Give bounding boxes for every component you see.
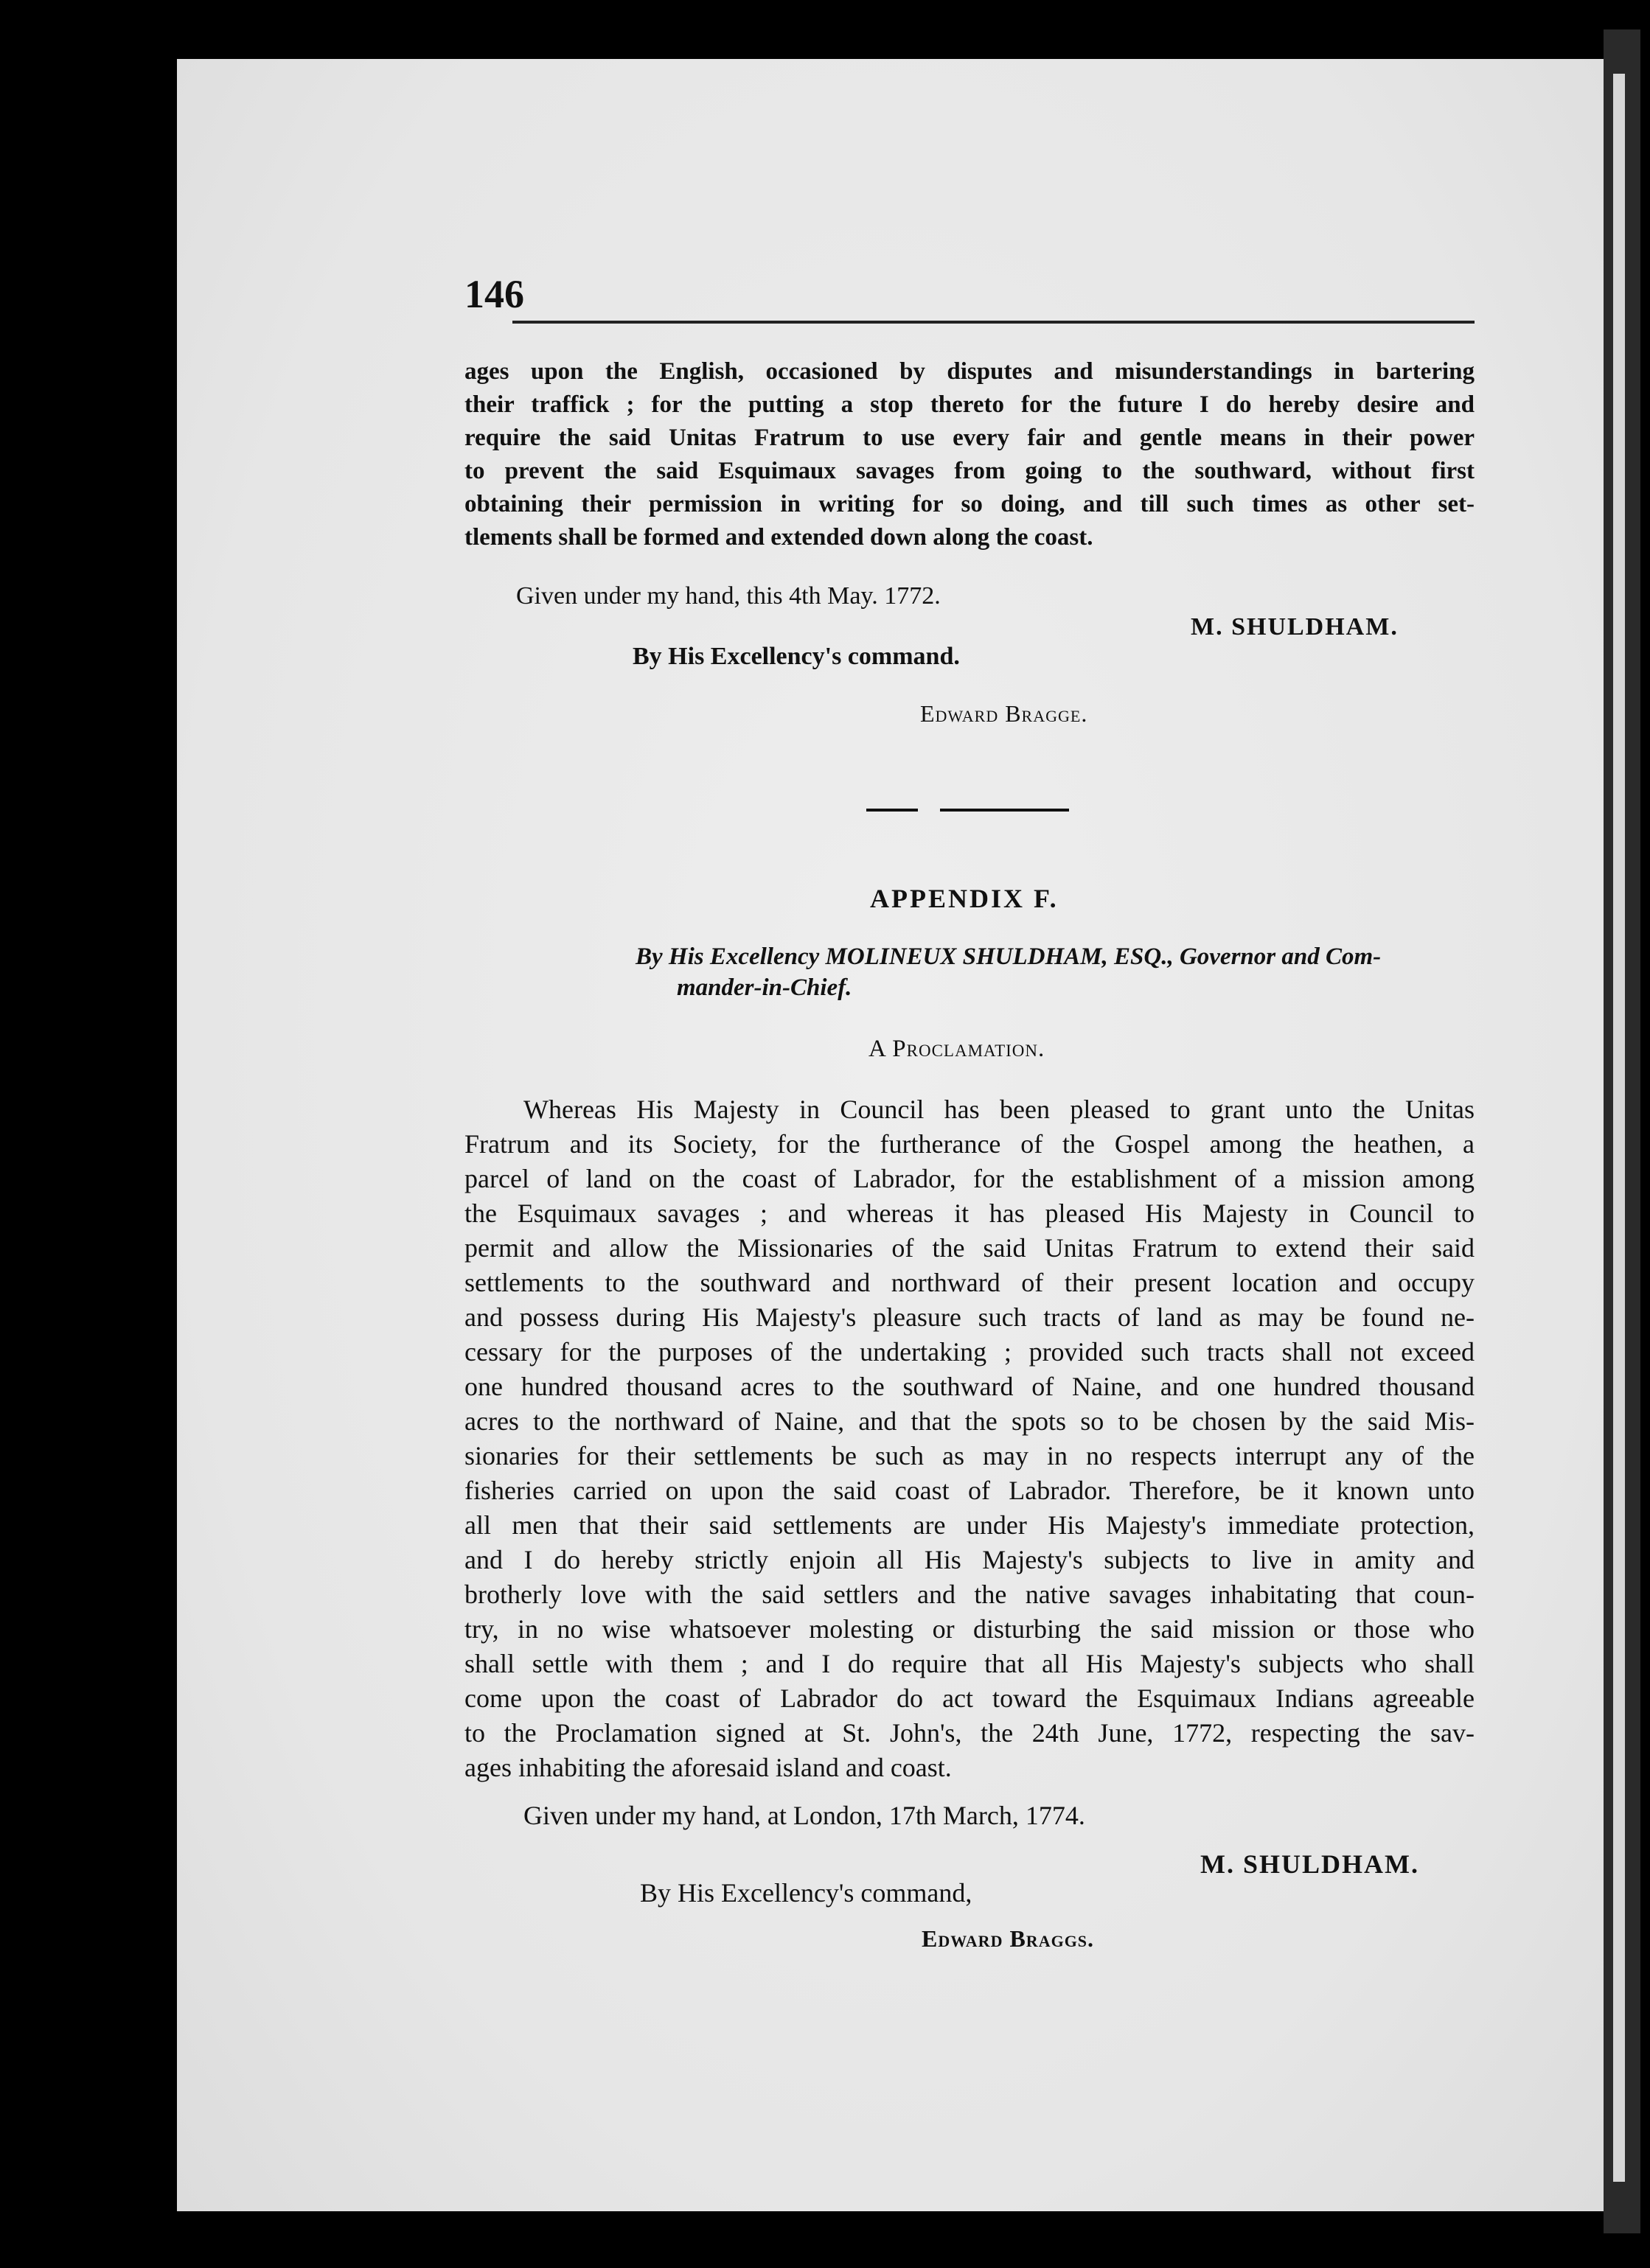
text-line: and I do hereby strictly enjoin all His Majesty's subjects to live in amity and	[464, 1545, 1475, 1574]
first-command-line: By His Excellency's command.	[633, 643, 960, 670]
text-line: parcel of land on the coast of Labrador, for the establishment of a mission among	[464, 1164, 1475, 1193]
text-line: ages upon the English, occasioned by disputes and misunderstandings in bartering	[464, 358, 1475, 385]
first-given-line: Given under my hand, this 4th May. 1772.	[516, 582, 941, 610]
second-given-line: Given under my hand, at London, 17th March, 1774.	[523, 1801, 1085, 1830]
appendix-title: APPENDIX F.	[870, 884, 1059, 913]
text-line: Fratrum and its Society, for the furtherance of the Gospel among the heathen, a	[464, 1129, 1475, 1159]
text-line: ages inhabiting the aforesaid island and coast.	[464, 1753, 952, 1782]
text-line: the Esquimaux savages ; and whereas it has pleased His Majesty in Council to	[464, 1198, 1475, 1228]
text-line: come upon the coast of Labrador do act toward the Esquimaux Indians agreeable	[464, 1683, 1475, 1713]
appendix-byline-continued: mander-in-Chief.	[677, 974, 852, 1001]
proclamation-paragraph	[464, 1092, 1475, 1785]
second-command-line: By His Excellency's command,	[640, 1878, 972, 1908]
text-line: fisheries carried on upon the said coast of Labrador. Therefore, be it known unto	[464, 1476, 1475, 1505]
text-line: require the said Unitas Fratrum to use every fair and gentle means in their power	[464, 425, 1475, 451]
text-line: obtaining their permission in writing for so doing, and till such times as other set-	[464, 491, 1475, 517]
text-line: their traffick ; for the putting a stop thereto for the future I do hereby desire and	[464, 391, 1475, 418]
text-line: tlements shall be formed and extended down along the coast.	[464, 524, 1093, 551]
text-line: settlements to the southward and northward of their present location and occupy	[464, 1268, 1475, 1297]
text-line: brotherly love with the said settlers and the native savages inhabitating that coun-	[464, 1580, 1475, 1609]
top-paragraph	[464, 355, 1475, 554]
page-number: 146	[464, 272, 524, 316]
appendix-byline: By His Excellency MOLINEUX SHULDHAM, ESQ., Governor and Com-	[636, 943, 1382, 970]
second-secretary: Edward Braggs.	[922, 1925, 1095, 1952]
text-line: to the Proclamation signed at St. John's, the 24th June, 1772, respecting the sav-	[464, 1718, 1475, 1748]
text-line: try, in no wise whatsoever molesting or disturbing the said mission or those who	[464, 1614, 1475, 1644]
first-secretary: Edward Bragge.	[920, 700, 1088, 727]
text-line: permit and allow the Missionaries of the said Unitas Fratrum to extend their said	[464, 1233, 1475, 1263]
text-line: to prevent the said Esquimaux savages from going to the southward, without first	[464, 458, 1475, 484]
text-line: all men that their said settlements are under His Majesty's immediate protection,	[464, 1510, 1475, 1540]
text-line: acres to the northward of Naine, and that the spots so to be chosen by the said Mis-	[464, 1406, 1475, 1436]
text-line: cessary for the purposes of the undertaking ; provided such tracts shall not exceed	[464, 1337, 1475, 1367]
text-line: shall settle with them ; and I do require that all His Majesty's subjects who shall	[464, 1649, 1475, 1678]
text-line: and possess during His Majesty's pleasure such tracts of land as may be found ne-	[464, 1302, 1475, 1332]
text-line: Whereas His Majesty in Council has been pleased to grant unto the Unitas	[523, 1095, 1475, 1124]
text-line: one hundred thousand acres to the southward of Naine, and one hundred thousand	[464, 1372, 1475, 1401]
adjacent-page-strip	[1613, 74, 1625, 2182]
first-signature: M. SHULDHAM.	[1191, 613, 1399, 641]
proclamation-heading: A Proclamation.	[868, 1036, 1045, 1062]
text-line: sionaries for their settlements be such as may in no respects interrupt any of the	[464, 1441, 1475, 1470]
section-divider-short	[866, 809, 918, 812]
second-signature: M. SHULDHAM.	[1200, 1849, 1419, 1879]
section-divider-long	[940, 809, 1069, 812]
header-rule	[512, 321, 1475, 324]
